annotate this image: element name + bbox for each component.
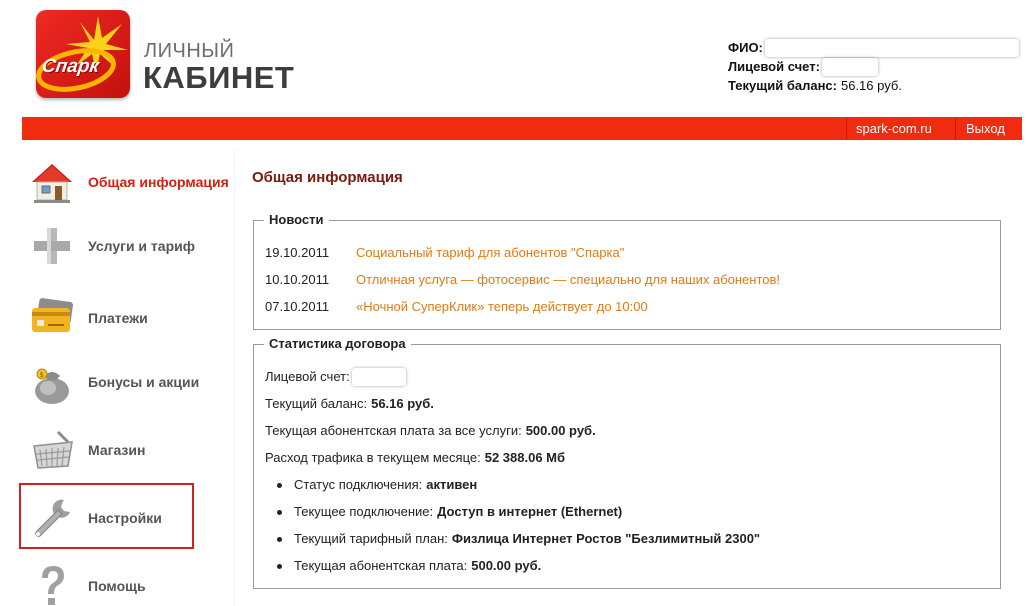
logo-wordmark: Спарк — [40, 56, 101, 77]
fio-label: ФИО: — [728, 40, 763, 55]
contract-stats-panel — [253, 336, 1001, 589]
fio-value-masked — [765, 39, 1019, 57]
stat-traffic-label: Расход трафика в текущем месяце: — [265, 450, 481, 465]
site-link[interactable]: spark-com.ru — [856, 121, 932, 136]
detail-item — [294, 530, 760, 548]
brand-title-line1: ЛИЧНЫЙ — [144, 40, 235, 62]
top-nav-bar — [22, 117, 1022, 140]
plus-icon — [28, 222, 76, 270]
sidebar-item-label: Магазин — [88, 442, 146, 458]
money-bag-icon — [28, 358, 76, 406]
brand-title-line2: КАБИНЕТ — [143, 60, 295, 95]
stat-balance-value: 56.16 руб. — [371, 396, 434, 411]
detail-value: 500.00 руб. — [471, 558, 542, 573]
news-link[interactable]: Отличная услуга — фотосервис — специально для наших абонентов! — [356, 272, 781, 287]
detail-value: активен — [426, 477, 478, 492]
stat-traffic-row — [265, 449, 565, 467]
logout-link[interactable]: Выход — [966, 121, 1005, 136]
news-panel — [253, 212, 1001, 330]
sidebar-item-label: Услуги и тариф — [88, 238, 195, 254]
stat-fee-row — [265, 422, 596, 440]
news-link[interactable]: «Ночной СуперКлик» теперь действует до 10:00 — [356, 299, 648, 314]
detail-value: Физлица Интернет Ростов "Безлимитный 2300" — [451, 531, 761, 546]
news-item — [265, 298, 648, 316]
stats-title: Статистика договора — [264, 336, 411, 351]
sidebar-item-label: Настройки — [88, 510, 162, 526]
account-summary — [728, 38, 1019, 95]
credit-cards-icon — [28, 294, 76, 342]
account-number-masked — [822, 58, 878, 76]
bullet — [277, 537, 282, 542]
sidebar-item-payments[interactable] — [20, 288, 235, 348]
stat-account-row — [265, 368, 406, 386]
sidebar-item-label: Бонусы и акции — [88, 374, 200, 390]
spark-logo[interactable] — [36, 10, 130, 98]
sidebar-item-shop[interactable] — [20, 420, 235, 480]
sidebar-item-help[interactable] — [20, 556, 235, 606]
detail-value: Доступ в интернет (Ethernet) — [437, 504, 623, 519]
news-date: 07.10.2011 — [265, 299, 330, 314]
balance-value: 56.16 руб. — [840, 78, 902, 93]
news-link[interactable]: Социальный тариф для абонентов "Спарка" — [356, 245, 625, 260]
svg-text:$: $ — [39, 371, 44, 379]
stat-balance-label: Текущий баланс: — [265, 396, 368, 411]
stat-traffic-value: 52 388.06 Мб — [484, 450, 566, 465]
bullet — [277, 510, 282, 515]
news-item — [265, 271, 780, 289]
sidebar-item-label: Общая информация — [88, 174, 229, 190]
question-icon — [28, 562, 76, 606]
shopping-basket-icon — [28, 426, 76, 474]
news-date: 19.10.2011 — [265, 245, 330, 260]
account-number-label: Лицевой счет: — [728, 59, 820, 74]
bullet — [277, 564, 282, 569]
stat-balance-row — [265, 395, 434, 413]
detail-label: Текущая абонентская плата: — [294, 558, 468, 573]
sidebar-item-label: Помощь — [88, 578, 146, 594]
stat-fee-value: 500.00 руб. — [525, 423, 596, 438]
news-date: 10.10.2011 — [265, 272, 330, 287]
detail-item — [294, 503, 622, 521]
page-title: Общая информация — [252, 169, 403, 186]
detail-item — [294, 476, 477, 494]
news-item — [265, 244, 624, 262]
sidebar-item-general-info[interactable] — [20, 152, 235, 212]
detail-item — [294, 557, 541, 575]
house-icon — [28, 158, 76, 206]
bullet — [277, 483, 282, 488]
sidebar-item-bonuses[interactable] — [20, 352, 235, 412]
sidebar-item-services[interactable] — [20, 216, 235, 276]
detail-label: Текущий тарифный план: — [294, 531, 448, 546]
detail-label: Статус подключения: — [294, 477, 423, 492]
stat-account-masked — [352, 368, 406, 386]
stat-fee-label: Текущая абонентская плата за все услуги: — [265, 423, 522, 438]
sidebar-item-label: Платежи — [88, 310, 148, 326]
stat-account-label: Лицевой счет: — [265, 369, 350, 384]
detail-label: Текущее подключение: — [294, 504, 434, 519]
balance-label: Текущий баланс: — [728, 78, 837, 93]
news-title: Новости — [264, 212, 329, 227]
settings-highlight-frame — [19, 483, 194, 549]
